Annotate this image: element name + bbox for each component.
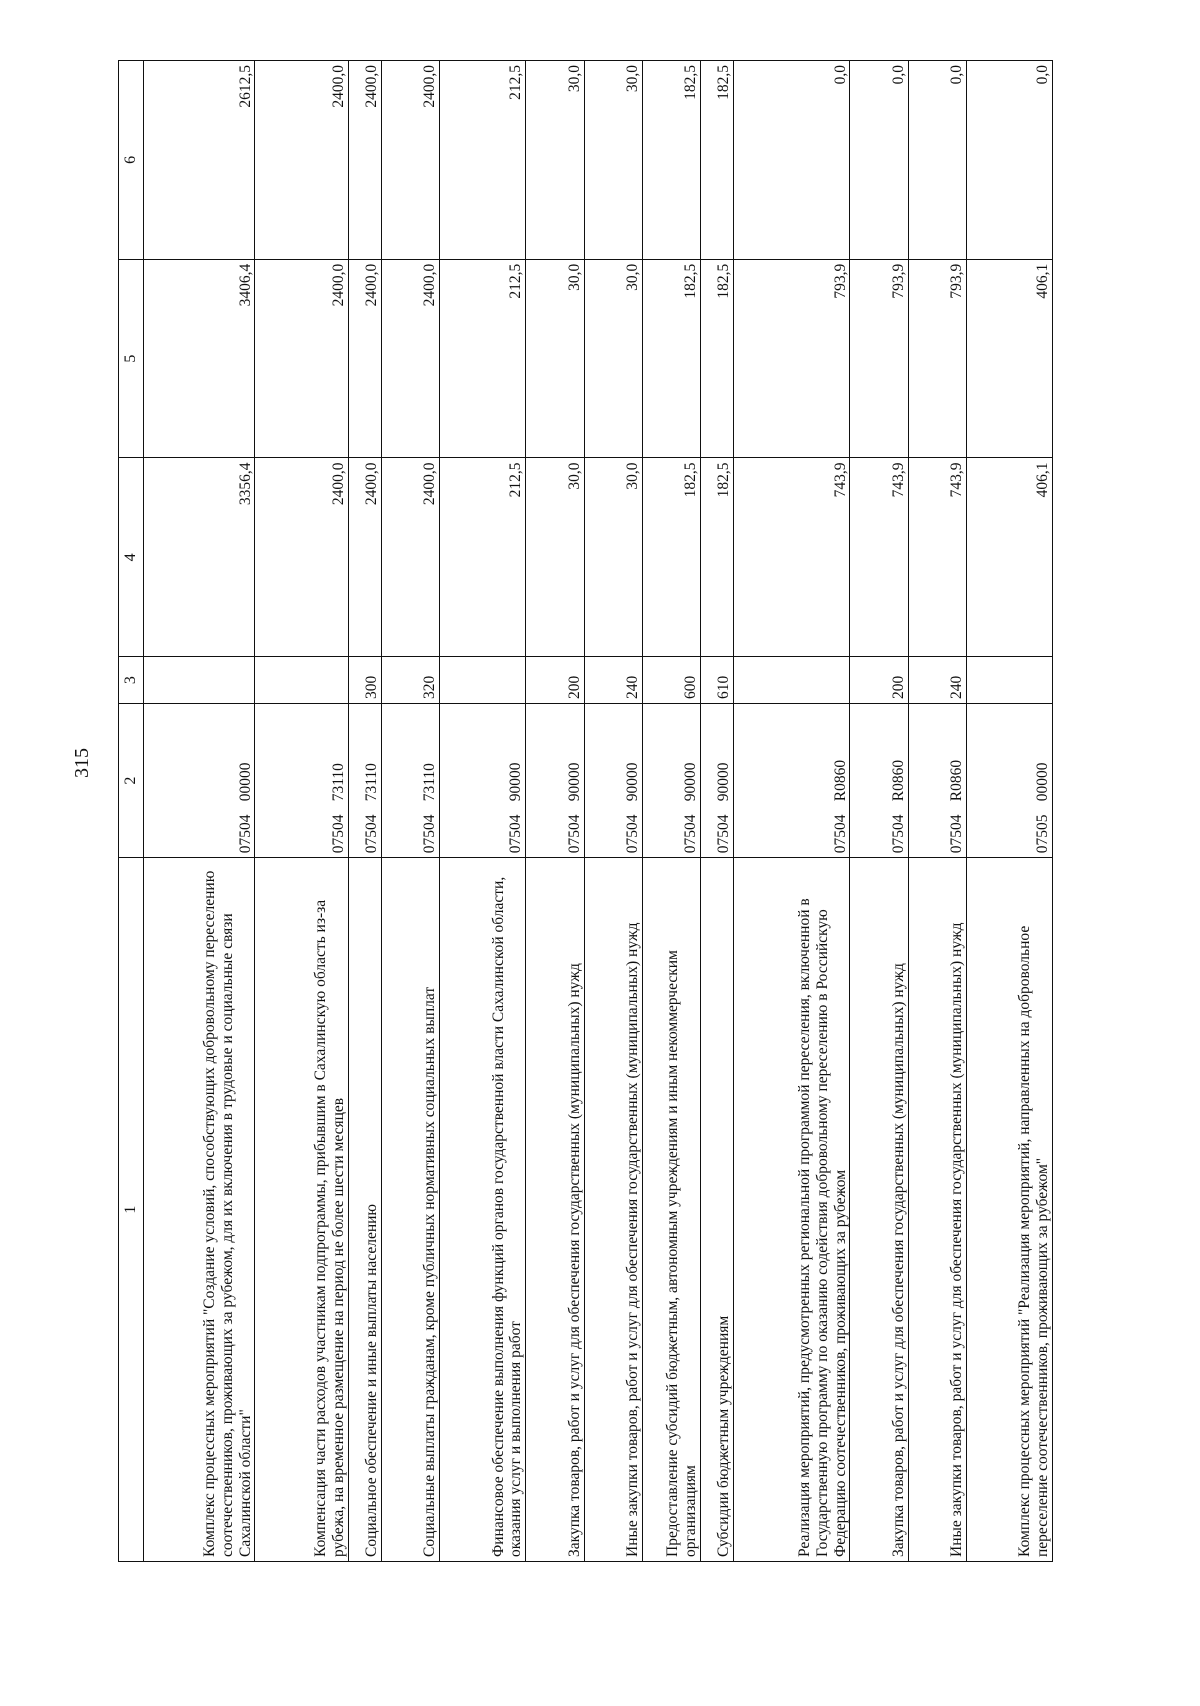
value-col5-cell: 406,1: [966, 259, 1052, 458]
table-row: [526, 61, 584, 1562]
value-col6-cell: 2400,0: [381, 61, 439, 260]
table-row: [966, 61, 1052, 1562]
table-row: [440, 61, 526, 1562]
column-header-4: 4: [119, 458, 144, 657]
value-col6-cell: 182,5: [701, 61, 734, 260]
value-col4-cell: 743,9: [850, 458, 908, 657]
direction-code: R0860: [889, 759, 907, 802]
direction-code: 73110: [330, 763, 348, 802]
row-code-cell: [584, 703, 642, 857]
row-code-cell: [440, 703, 526, 857]
value-col4-cell: 212,5: [440, 458, 526, 657]
table-wrapper: [118, 60, 1053, 1562]
row-name-cell: Компенсация части расходов участникам подпрограммы, прибывшим в Сахалинскую область из-за рубежа, на временное размещение на период не более шести месяцев: [255, 858, 349, 1562]
row-name-cell: Закупка товаров, работ и услуг для обеспечения государственных (муниципальных) нужд: [526, 858, 584, 1562]
program-code: 07504: [363, 814, 381, 854]
program-code: 07504: [889, 814, 907, 854]
table-row: [908, 61, 966, 1562]
value-col4-cell: 2400,0: [349, 458, 382, 657]
program-code: 07504: [236, 814, 254, 854]
value-col4-cell: 743,9: [908, 458, 966, 657]
row-name-cell: Иные закупки товаров, работ и услуг для обеспечения государственных (муниципальных) нужд: [908, 858, 966, 1562]
program-code: 07504: [948, 814, 966, 854]
program-code: 07504: [565, 814, 583, 854]
value-col6-cell: 30,0: [584, 61, 642, 260]
program-code: 07504: [507, 814, 525, 854]
expense-kind-cell: 320: [381, 657, 439, 704]
table-row: [144, 61, 255, 1562]
header-row: [119, 61, 144, 1562]
direction-code: 90000: [623, 762, 641, 802]
row-name-cell: Закупка товаров, работ и услуг для обеспечения государственных (муниципальных) нужд: [850, 858, 908, 1562]
table-row: [642, 61, 700, 1562]
table-row: [381, 61, 439, 1562]
row-code-cell: [642, 703, 700, 857]
direction-code: R0860: [948, 759, 966, 802]
expense-kind-cell: 610: [701, 657, 734, 704]
value-col6-cell: 212,5: [440, 61, 526, 260]
row-code-cell: [966, 703, 1052, 857]
table-row: [584, 61, 642, 1562]
value-col4-cell: 2400,0: [255, 458, 349, 657]
expense-kind-cell: [255, 657, 349, 704]
direction-code: 90000: [682, 762, 700, 802]
row-code-cell: [349, 703, 382, 857]
row-code-cell: [733, 703, 849, 857]
value-col5-cell: 2400,0: [349, 259, 382, 458]
program-code: 07504: [831, 814, 849, 854]
program-code: 07504: [623, 814, 641, 854]
table-row: [255, 61, 349, 1562]
row-name-cell: Предоставление субсидий бюджетным, автономным учреждениям и иным некоммерческим организациям: [642, 858, 700, 1562]
value-col5-cell: 212,5: [440, 259, 526, 458]
value-col4-cell: 30,0: [584, 458, 642, 657]
row-code-cell: [526, 703, 584, 857]
expense-kind-cell: [440, 657, 526, 704]
row-name-cell: Субсидии бюджетным учреждениям: [701, 858, 734, 1562]
expense-kind-cell: [966, 657, 1052, 704]
value-col5-cell: 2400,0: [255, 259, 349, 458]
row-code-cell: [908, 703, 966, 857]
value-col4-cell: 3356,4: [144, 458, 255, 657]
expense-kind-cell: 600: [642, 657, 700, 704]
expense-kind-cell: [144, 657, 255, 704]
row-name-cell: Финансовое обеспечение выполнения функций органов государственной власти Сахалинской области, оказания услуг и выполнения работ: [440, 858, 526, 1562]
program-code: 07505: [1034, 814, 1052, 854]
row-name-cell: Комплекс процессных мероприятий "Создание условий, способствующих добровольному переселению соотечественников, проживающих за рубежом, для их включения в трудовые и социальные связи Сахалинской области": [144, 858, 255, 1562]
column-header-3: 3: [119, 657, 144, 704]
row-code-cell: [850, 703, 908, 857]
value-col6-cell: 0,0: [908, 61, 966, 260]
column-header-2: 2: [119, 703, 144, 857]
row-name-cell: Социальное обеспечение и иные выплаты населению: [349, 858, 382, 1562]
value-col5-cell: 3406,4: [144, 259, 255, 458]
expense-kind-cell: 200: [850, 657, 908, 704]
value-col6-cell: 2612,5: [144, 61, 255, 260]
table-row: [850, 61, 908, 1562]
value-col6-cell: 0,0: [966, 61, 1052, 260]
value-col6-cell: 182,5: [642, 61, 700, 260]
direction-code: 90000: [507, 762, 525, 802]
value-col5-cell: 793,9: [908, 259, 966, 458]
row-code-cell: [381, 703, 439, 857]
value-col5-cell: 793,9: [850, 259, 908, 458]
value-col6-cell: 2400,0: [255, 61, 349, 260]
expense-kind-cell: 300: [349, 657, 382, 704]
value-col5-cell: 182,5: [701, 259, 734, 458]
column-header-5: 5: [119, 259, 144, 458]
program-code: 07504: [715, 814, 733, 854]
expense-kind-cell: [733, 657, 849, 704]
row-name-cell: Иные закупки товаров, работ и услуг для обеспечения государственных (муниципальных) нужд: [584, 858, 642, 1562]
value-col5-cell: 793,9: [733, 259, 849, 458]
value-col4-cell: 743,9: [733, 458, 849, 657]
direction-code: 00000: [1034, 762, 1052, 802]
value-col6-cell: 0,0: [850, 61, 908, 260]
value-col5-cell: 30,0: [526, 259, 584, 458]
direction-code: 90000: [715, 762, 733, 802]
table-row: [349, 61, 382, 1562]
direction-code: R0860: [831, 759, 849, 802]
value-col4-cell: 182,5: [642, 458, 700, 657]
value-col5-cell: 2400,0: [381, 259, 439, 458]
value-col4-cell: 406,1: [966, 458, 1052, 657]
program-code: 07504: [421, 814, 439, 854]
row-code-cell: [255, 703, 349, 857]
value-col5-cell: 30,0: [584, 259, 642, 458]
column-header-1: 1: [119, 858, 144, 1562]
value-col6-cell: 2400,0: [349, 61, 382, 260]
budget-table: [118, 60, 1053, 1562]
value-col5-cell: 182,5: [642, 259, 700, 458]
value-col6-cell: 0,0: [733, 61, 849, 260]
row-code-cell: [144, 703, 255, 857]
program-code: 07504: [682, 814, 700, 854]
value-col6-cell: 30,0: [526, 61, 584, 260]
row-name-cell: Комплекс процессных мероприятий "Реализация мероприятий, направленных на добровольное переселение соотечественников, проживающих за рубежом": [966, 858, 1052, 1562]
value-col4-cell: 182,5: [701, 458, 734, 657]
direction-code: 73110: [421, 763, 439, 802]
direction-code: 90000: [565, 762, 583, 802]
expense-kind-cell: 240: [908, 657, 966, 704]
expense-kind-cell: 240: [584, 657, 642, 704]
program-code: 07504: [330, 814, 348, 854]
row-code-cell: [701, 703, 734, 857]
table-row: [733, 61, 849, 1562]
column-header-6: 6: [119, 61, 144, 260]
expense-kind-cell: 200: [526, 657, 584, 704]
value-col4-cell: 30,0: [526, 458, 584, 657]
direction-code: 00000: [236, 762, 254, 802]
value-col4-cell: 2400,0: [381, 458, 439, 657]
table-row: [701, 61, 734, 1562]
row-name-cell: Реализация мероприятий, предусмотренных региональной программой переселения, включенной в Государственную программу по оказанию содействия добровольному переселению в Российскую Федерацию соотечественников, проживающих за рубежом: [733, 858, 849, 1562]
direction-code: 73110: [363, 763, 381, 802]
row-name-cell: Социальные выплаты гражданам, кроме публичных нормативных социальных выплат: [381, 858, 439, 1562]
page-number: 315: [71, 748, 93, 778]
